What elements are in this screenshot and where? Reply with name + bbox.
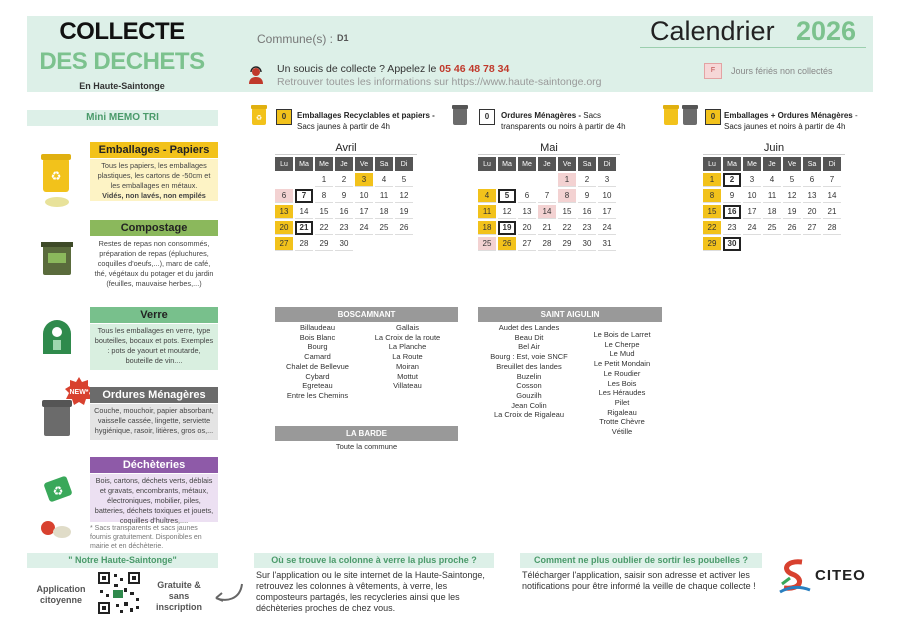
day-cell: 17 <box>598 205 616 219</box>
region-label: En Haute-Saintonge <box>79 81 165 91</box>
weekday-header: Lu <box>703 157 721 171</box>
day-cell: 1 <box>558 173 576 187</box>
legend-household-title: Ordures Ménagères - <box>501 111 582 120</box>
day-cell: 6 <box>518 189 536 203</box>
legend-combined <box>724 110 874 132</box>
day-cell: 4 <box>478 189 496 203</box>
week-row <box>478 221 616 235</box>
bag-icon <box>40 518 72 542</box>
day-cell: 1 <box>315 173 333 187</box>
day-cell: 20 <box>518 221 536 235</box>
day-cell: 12 <box>498 205 516 219</box>
locality-item: Villateau <box>393 381 422 391</box>
empty-cell <box>763 237 781 251</box>
empty-cell <box>538 173 556 187</box>
locality-item: Gallais <box>396 323 419 332</box>
locality-item: Gouzilh <box>516 390 542 400</box>
month-name-may: Mai <box>540 142 558 154</box>
day-cell: 30 <box>335 237 353 251</box>
grey-bin-icon <box>681 104 699 126</box>
day-cell: 26 <box>498 237 516 251</box>
footer-glass-title: Où se trouve la colonne à verre la plus proche ? <box>254 553 494 568</box>
day-cell: 28 <box>295 237 313 251</box>
calendar-year: 2026 <box>796 16 857 46</box>
day-cell: 24 <box>598 221 616 235</box>
footer-glass-text: Sur l'application ou le site internet de la Haute-Saintonge, retrouvez les colonnes à vêtements, à verre, les composteurs partagés, les recycleries ainsi que les déchèteries proches de chez vous. <box>256 570 485 613</box>
zone-head-saint-aigulin: SAINT AIGULIN <box>478 307 662 322</box>
locality-item: Audet des Landes <box>498 323 560 332</box>
day-cell: 1 <box>703 173 721 187</box>
day-cell: 23 <box>578 221 596 235</box>
locality-item: Buzelin <box>516 371 542 381</box>
calendar-title: Calendrier <box>650 16 775 46</box>
day-cell: 29 <box>703 237 721 251</box>
app-label: Application citoyenne <box>36 584 86 605</box>
day-cell: 5 <box>498 189 516 203</box>
qr-code-icon[interactable] <box>96 570 142 616</box>
week-row <box>478 237 616 251</box>
glass-container-icon <box>40 318 74 356</box>
memo-title: Mini MEMO TRI <box>27 110 218 126</box>
locality-item: Le Roudier <box>603 368 641 378</box>
day-cell: 2 <box>723 173 741 187</box>
day-cell: 2 <box>578 173 596 187</box>
free-label: Gratuite & sans inscription <box>155 580 202 612</box>
title-line1: COLLECTE <box>59 18 185 45</box>
day-cell: 7 <box>295 189 313 203</box>
day-cell: 10 <box>743 189 761 203</box>
day-cell: 18 <box>763 205 781 219</box>
locality-item: Breuillet des landes <box>496 361 562 371</box>
day-cell: 8 <box>558 189 576 203</box>
zone-list-saint-aigulin-1 <box>478 323 580 420</box>
day-cell: 11 <box>375 189 393 203</box>
day-cell: 15 <box>558 205 576 219</box>
locality-item: La Croix de Rigaleau <box>493 410 565 420</box>
day-cell: 23 <box>723 221 741 235</box>
week-row <box>275 205 413 219</box>
day-cell: 13 <box>803 189 821 203</box>
locality-item: Trotte Chèvre <box>599 417 645 427</box>
locality-item: La Planche <box>388 342 427 352</box>
memo-text-packaging: Tous les papiers, les emballages plastiques, les cartons de -50cm et les emballages en métaux. <box>97 161 211 190</box>
zone-list-boscamnant-2 <box>360 323 455 391</box>
day-cell: 15 <box>315 205 333 219</box>
weekday-header: Me <box>315 157 333 171</box>
svg-text:♻: ♻ <box>52 484 64 498</box>
weekday-header: Me <box>743 157 761 171</box>
day-cell: 6 <box>803 173 821 187</box>
memo-bold-packaging: Vidés, non lavés, non empilés <box>102 191 206 200</box>
day-cell: 29 <box>558 237 576 251</box>
day-cell: 6 <box>275 189 293 203</box>
week-row <box>275 221 413 235</box>
holiday-marker: F <box>704 63 722 79</box>
legend-household-title-rest: Sacs <box>581 111 602 120</box>
support-agent-icon <box>247 66 265 84</box>
day-cell: 14 <box>295 205 313 219</box>
day-cell: 13 <box>275 205 293 219</box>
weekday-header: Sa <box>803 157 821 171</box>
week-row <box>703 173 841 187</box>
day-cell: 14 <box>538 205 556 219</box>
day-cell: 12 <box>395 189 413 203</box>
weekday-header: Ma <box>723 157 741 171</box>
day-cell: 24 <box>743 221 761 235</box>
day-cell: 28 <box>823 221 841 235</box>
commune-value: D1 <box>337 33 349 43</box>
empty-cell <box>295 173 313 187</box>
day-cell: 9 <box>578 189 596 203</box>
legend-household-sub: transparents ou noirs à partir de 4h <box>501 122 626 131</box>
asterisk-note: * Sacs transparents et sacs jaunes fournis gratuitement. Disponibles en mairie et en déchèterie. <box>90 525 202 550</box>
zone-list-saint-aigulin-2 <box>583 330 661 437</box>
phone-number[interactable]: 05 46 48 78 34 <box>439 63 510 75</box>
weekday-header: Sa <box>578 157 596 171</box>
empty-cell <box>518 173 536 187</box>
day-cell: 26 <box>395 221 413 235</box>
locality-item: Entre les Chemins <box>286 390 349 400</box>
day-cell: 3 <box>743 173 761 187</box>
calendar-may <box>476 155 618 253</box>
day-cell: 10 <box>598 189 616 203</box>
day-cell: 19 <box>395 205 413 219</box>
day-cell: 22 <box>703 221 721 235</box>
memo-head-glass: Verre <box>90 307 218 323</box>
locality-item: Billaudeau <box>299 323 336 332</box>
week-row <box>703 189 841 203</box>
calendar-june <box>701 155 843 253</box>
day-cell: 3 <box>355 173 373 187</box>
locality-item: Beau Dit <box>514 332 544 342</box>
day-cell: 25 <box>375 221 393 235</box>
month-name-april: Avril <box>335 142 357 154</box>
weekday-header: Sa <box>375 157 393 171</box>
memo-head-household: Ordures Ménagères <box>90 387 218 403</box>
curved-arrow-icon <box>212 580 246 606</box>
day-cell: 21 <box>823 205 841 219</box>
weekday-header: Ve <box>558 157 576 171</box>
compost-bin-icon <box>40 241 74 277</box>
day-cell: 4 <box>375 173 393 187</box>
memo-head-packaging: Emballages - Papiers <box>90 142 218 158</box>
legend-household <box>501 110 651 132</box>
memo-body-dump: Bois, cartons, déchets verts, déblais et gravats, encombrants, métaux, électroniques, mobilier, piles, batteries, déchets toxiques et jouets, coquilles d'huîtres,.... <box>90 474 218 522</box>
empty-cell <box>395 237 413 251</box>
weekday-header: Je <box>763 157 781 171</box>
day-cell: 24 <box>355 221 373 235</box>
month-name-june: Juin <box>763 142 785 154</box>
day-cell: 14 <box>823 189 841 203</box>
yellow-bin-icon <box>250 104 268 126</box>
legend-recyclable-sub: Sacs jaunes à partir de 4h <box>297 122 390 131</box>
recycling-center-icon <box>40 475 74 507</box>
week-row <box>478 205 616 219</box>
week-row <box>703 205 841 219</box>
holiday-label: Jours fériés non collectés <box>731 66 833 76</box>
yellow-bin-icon <box>662 104 680 126</box>
commune-label: Commune(s) : <box>257 32 334 46</box>
day-cell: 2 <box>335 173 353 187</box>
day-cell: 3 <box>598 173 616 187</box>
legend-combined-title: Emballages + Ordures Ménagères <box>724 111 853 120</box>
empty-cell <box>803 237 821 251</box>
footer-reminder-text: Télécharger l'application, saisir son adresse et activer les notifications pour être informé la veille de chaque collecte ! <box>522 570 756 591</box>
weekday-header: Je <box>335 157 353 171</box>
day-cell: 18 <box>478 221 496 235</box>
memo-head-compost: Compostage <box>90 220 218 236</box>
locality-item: La Croix de la route <box>374 332 441 342</box>
day-cell: 16 <box>335 205 353 219</box>
day-cell: 18 <box>375 205 393 219</box>
legend-combined-sub: Sacs jaunes et noirs à partir de 4h <box>724 122 846 131</box>
locality-item: Bourg : Est, voie SNCF <box>490 352 568 362</box>
day-cell: 20 <box>275 221 293 235</box>
day-cell: 27 <box>275 237 293 251</box>
legend-recyclable-title: Emballages Recyclables et papiers - <box>297 111 435 120</box>
locality-item: La Route <box>392 352 423 362</box>
empty-cell <box>823 237 841 251</box>
locality-item: Le Bois de Larret <box>593 330 651 339</box>
new-badge-text: NEW* <box>69 389 89 396</box>
day-cell: 19 <box>783 205 801 219</box>
day-cell: 7 <box>538 189 556 203</box>
week-row <box>703 237 841 251</box>
locality-item: Pilet <box>614 397 630 407</box>
day-cell: 25 <box>763 221 781 235</box>
day-cell: 16 <box>723 205 741 219</box>
haute-saintonge-logo-icon <box>776 556 812 598</box>
zone-list-boscamnant-1 <box>275 323 360 401</box>
day-cell: 17 <box>355 205 373 219</box>
locality-item: Bourg <box>307 342 328 352</box>
week-row <box>703 221 841 235</box>
weekday-header: Lu <box>275 157 293 171</box>
week-row <box>478 189 616 203</box>
recycling-bin-icon <box>40 152 74 210</box>
day-cell: 26 <box>783 221 801 235</box>
memo-body-packaging <box>90 159 218 201</box>
zone-text-la-barde: Toute la commune <box>335 442 398 451</box>
day-cell: 27 <box>803 221 821 235</box>
locality-item: Rigaleau <box>607 407 637 417</box>
day-cell: 5 <box>783 173 801 187</box>
memo-body-compost: Restes de repas non consommés, préparation de repas (épluchures, coquilles d'oeufs,...), marc de café, thé, végétaux du potager et du jardin (feuilles, mauvaise herbes,...) <box>90 237 218 290</box>
svg-text:♻: ♻ <box>255 115 263 122</box>
locality-item: Le Mud <box>609 349 635 359</box>
day-cell: 11 <box>763 189 781 203</box>
locality-item: Bel Air <box>518 342 540 352</box>
weekday-header: Ve <box>355 157 373 171</box>
title-line2: DES DECHETS <box>39 48 205 75</box>
empty-cell <box>275 173 293 187</box>
household-bin-icon <box>40 398 74 438</box>
contact-prefix: Un soucis de collecte ? Appelez le <box>277 63 440 75</box>
svg-text:♻: ♻ <box>50 169 62 183</box>
day-cell: 21 <box>538 221 556 235</box>
day-cell: 19 <box>498 221 516 235</box>
day-cell: 10 <box>355 189 373 203</box>
weekday-header: Me <box>518 157 536 171</box>
legend-box-combined: 0 <box>705 109 721 125</box>
footer-app-title: " Notre Haute-Saintonge" <box>27 553 218 568</box>
empty-cell <box>498 173 516 187</box>
day-cell: 7 <box>823 173 841 187</box>
legend-box-household: 0 <box>479 109 495 125</box>
day-cell: 22 <box>315 221 333 235</box>
day-cell: 15 <box>703 205 721 219</box>
zone-head-boscamnant: BOSCAMNANT <box>275 307 458 322</box>
locality-item: Le Petit Mondain <box>593 359 651 369</box>
locality-item: Les Héraudes <box>598 388 646 398</box>
legend-combined-title-rest: - <box>852 111 858 120</box>
empty-cell <box>743 237 761 251</box>
locality-item: Egreteau <box>302 381 333 391</box>
weekday-header: Di <box>395 157 413 171</box>
contact-line <box>277 63 509 75</box>
day-cell: 31 <box>598 237 616 251</box>
day-cell: 27 <box>518 237 536 251</box>
empty-cell <box>375 237 393 251</box>
day-cell: 20 <box>803 205 821 219</box>
weekday-header: Ma <box>295 157 313 171</box>
day-cell: 22 <box>558 221 576 235</box>
locality-item: Bois Blanc <box>299 332 336 342</box>
weekday-header: Lu <box>478 157 496 171</box>
day-cell: 16 <box>578 205 596 219</box>
day-cell: 9 <box>335 189 353 203</box>
day-cell: 8 <box>703 189 721 203</box>
citeo-logo: CITEO <box>815 567 866 584</box>
weekday-header: Di <box>598 157 616 171</box>
empty-cell <box>355 237 373 251</box>
memo-head-dump: Déchèteries <box>90 457 218 473</box>
locality-item: Les Bois <box>607 378 637 388</box>
calendar-april <box>273 155 415 253</box>
locality-item: Chalet de Bellevue <box>286 361 349 371</box>
day-cell: 11 <box>478 205 496 219</box>
day-cell: 29 <box>315 237 333 251</box>
day-cell: 17 <box>743 205 761 219</box>
day-cell: 13 <box>518 205 536 219</box>
weekday-header: Di <box>823 157 841 171</box>
locality-item: Cosson <box>516 381 542 391</box>
locality-item: Camard <box>304 352 331 362</box>
day-cell: 23 <box>335 221 353 235</box>
website-line[interactable]: Retrouver toutes les informations sur https://www.haute-saintonge.org <box>277 76 602 88</box>
day-cell: 12 <box>783 189 801 203</box>
legend-box-recyclable: 0 <box>276 109 292 125</box>
week-row <box>275 237 413 251</box>
day-cell: 28 <box>538 237 556 251</box>
locality-item: Le Cherpe <box>604 339 640 349</box>
empty-cell <box>478 173 496 187</box>
week-row <box>275 189 413 203</box>
locality-item: Mottut <box>397 371 418 381</box>
weekday-header: Je <box>538 157 556 171</box>
week-row <box>478 173 616 187</box>
day-cell: 5 <box>395 173 413 187</box>
week-row <box>275 173 413 187</box>
weekday-header: Ve <box>783 157 801 171</box>
zone-head-la-barde: LA BARDE <box>275 426 458 441</box>
locality-item: Jean Colin <box>511 400 547 410</box>
day-cell: 30 <box>723 237 741 251</box>
locality-item: Cybard <box>305 371 330 381</box>
day-cell: 9 <box>723 189 741 203</box>
locality-item: Moiran <box>396 361 419 371</box>
memo-body-glass: Tous les emballages en verre, type bouteilles, bocaux et pots. Exemples : pots de yaourt et moutarde, bouteille de vin.... <box>90 324 218 370</box>
weekday-header: Ma <box>498 157 516 171</box>
day-cell: 25 <box>478 237 496 251</box>
header-divider <box>640 47 866 48</box>
day-cell: 4 <box>763 173 781 187</box>
locality-item: Vétille <box>611 427 633 437</box>
footer-reminder-title: Comment ne plus oublier de sortir les poubelles ? <box>520 553 762 568</box>
legend-recyclable <box>297 110 437 132</box>
day-cell: 8 <box>315 189 333 203</box>
day-cell: 30 <box>578 237 596 251</box>
day-cell: 21 <box>295 221 313 235</box>
grey-bin-icon <box>451 104 469 126</box>
memo-body-household: Couche, mouchoir, papier absorbant, vaisselle cassée, lingette, serviette hygiénique, rasoir, litières, gros os,... <box>90 404 218 440</box>
empty-cell <box>783 237 801 251</box>
